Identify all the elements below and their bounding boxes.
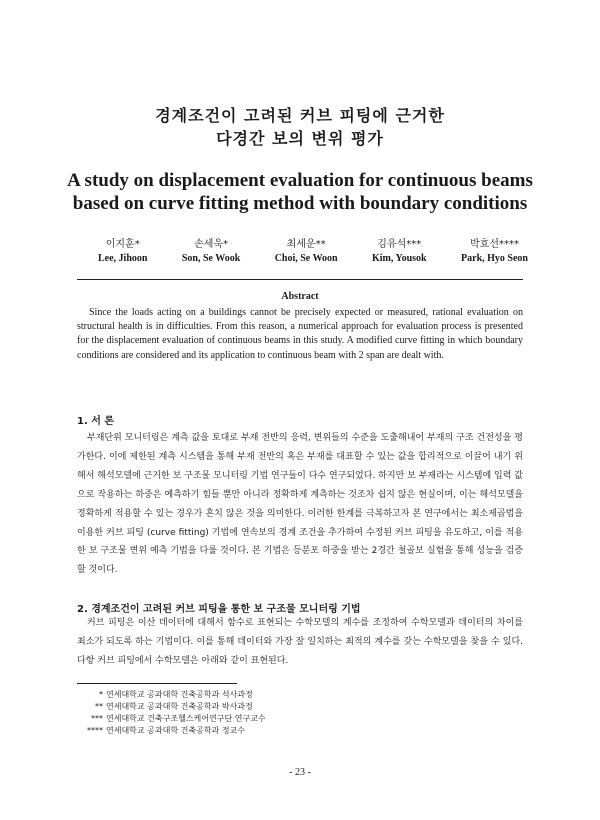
abstract-heading: Abstract (281, 291, 319, 302)
korean-title-line-2: 다경간 보의 변위 평가 (216, 129, 384, 148)
author-korean-name: 박효선**** (470, 239, 519, 250)
footnote-text: 연세대학교 공과대학 건축공학과 석사과정 (106, 690, 253, 699)
author-english-name: Son, Se Wook (181, 253, 241, 264)
footnote-mark: * (99, 690, 103, 699)
footnote (77, 701, 266, 713)
author-korean-name: 이지훈* (105, 239, 140, 250)
author-korean-name: 김유석*** (377, 239, 422, 250)
footnote-mark: ** (95, 702, 103, 711)
author-english-name: Choi, Se Woon (274, 253, 338, 264)
footnote-text: 연세대학교 건축구조헬스케어연구단 연구교수 (106, 714, 266, 723)
author-korean-name: 손세욱* (194, 239, 229, 250)
footnote-text: 연세대학교 공과대학 건축공학과 정교수 (106, 726, 246, 735)
footnotes (77, 689, 266, 737)
author-english-name: Park, Hyo Seon (461, 253, 528, 264)
page-number: - 23 - (289, 767, 311, 778)
footnote-divider (77, 683, 237, 684)
author (275, 238, 338, 266)
footnote (77, 713, 266, 725)
author-english-name: Kim, Yousok (371, 253, 427, 264)
english-title-line-1: A study on displacement evaluation for continuous beams (67, 170, 533, 191)
author-korean-name: 최세운** (286, 239, 326, 250)
author (182, 238, 240, 266)
author (461, 238, 528, 266)
author (372, 238, 427, 266)
section-1-heading: 1. 서 론 (77, 416, 115, 427)
english-title-line-2: based on curve fitting method with boundary conditions (72, 193, 528, 214)
author-list (98, 238, 528, 266)
korean-title-line-1: 경계조건이 고려된 커브 피팅에 근거한 (155, 106, 445, 125)
footnote-mark: **** (87, 726, 103, 735)
abstract-body: Since the loads acting on a buildings cannot be precisely expected or measured, rational evaluation on structural health is in difficulties. From this reason, a numerical approach for evaluation process is presented for the displacement evaluation of continuous beams in this study. A modified curve fitting in which boundary conditions are considered and its application to continuous beam with 2 span are dealt with. (77, 307, 523, 361)
footnote (77, 725, 266, 737)
section-2-heading: 2. 경계조건이 고려된 커브 피팅을 통한 보 구조물 모니터링 기법 (77, 604, 361, 615)
footnote (77, 689, 266, 701)
footnote-text: 연세대학교 공과대학 건축공학과 박사과정 (106, 702, 253, 711)
footnote-mark: *** (91, 714, 103, 723)
author-english-name: Lee, Jihoon (98, 253, 148, 264)
section-2-body: 커브 피팅은 이산 데이터에 대해서 함수로 표현되는 수학모델의 계수를 조정하여 수학모델과 데이터의 차이를 최소가 되도록 하는 기법이다. 이를 통해 데이터와 가장 잘 일치하는 최적의 계수를 갖는 수학모델을 찾을 수 있다. 다항 커브 피팅에서 수학모델은 아래와 같이 표현된다. (77, 618, 523, 666)
section-1-body: 부재단위 모니터링은 계측 값을 토대로 부재 전반의 응력, 변위들의 수준을 도출해내어 부재의 구조 건전성을 평가한다. 이에 제한된 계측 시스템을 통해 부재 전반의 혹은 부재를 대표할 수 있는 값을 합리적으로 이끌어 내기 위해서 해석모델에 근거한 보 구조물 모니터링 기법 연구들이 다수 연구되었다. 하지만 보 부재라는 시스템에 입력 값으로 작용하는 하중은 예측하기 힘들 뿐만 아니라 정확하게 계측하는 것조차 쉽지 않은 현실이며, 이는 해석모델을 정확하게 적용할 수 있는 경우가 흔치 않은 것을 의미한다. 이러한 한계를 극복하고자 본 연구에서는 최소제곱법을 이용한 커브 피팅 (curve fitting) 기법에 연속보의 경계 조건을 추가하여 수정된 커브 피팅을 유도하고, 이를 적용한 보 구조물 변위 예측 기법을 다룰 것이다. 본 기법은 등분포 하중을 받는 2경간 철골보 실험을 통해 성능을 검증할 것이다. (77, 433, 523, 576)
header-divider (77, 279, 523, 280)
author (98, 238, 147, 266)
